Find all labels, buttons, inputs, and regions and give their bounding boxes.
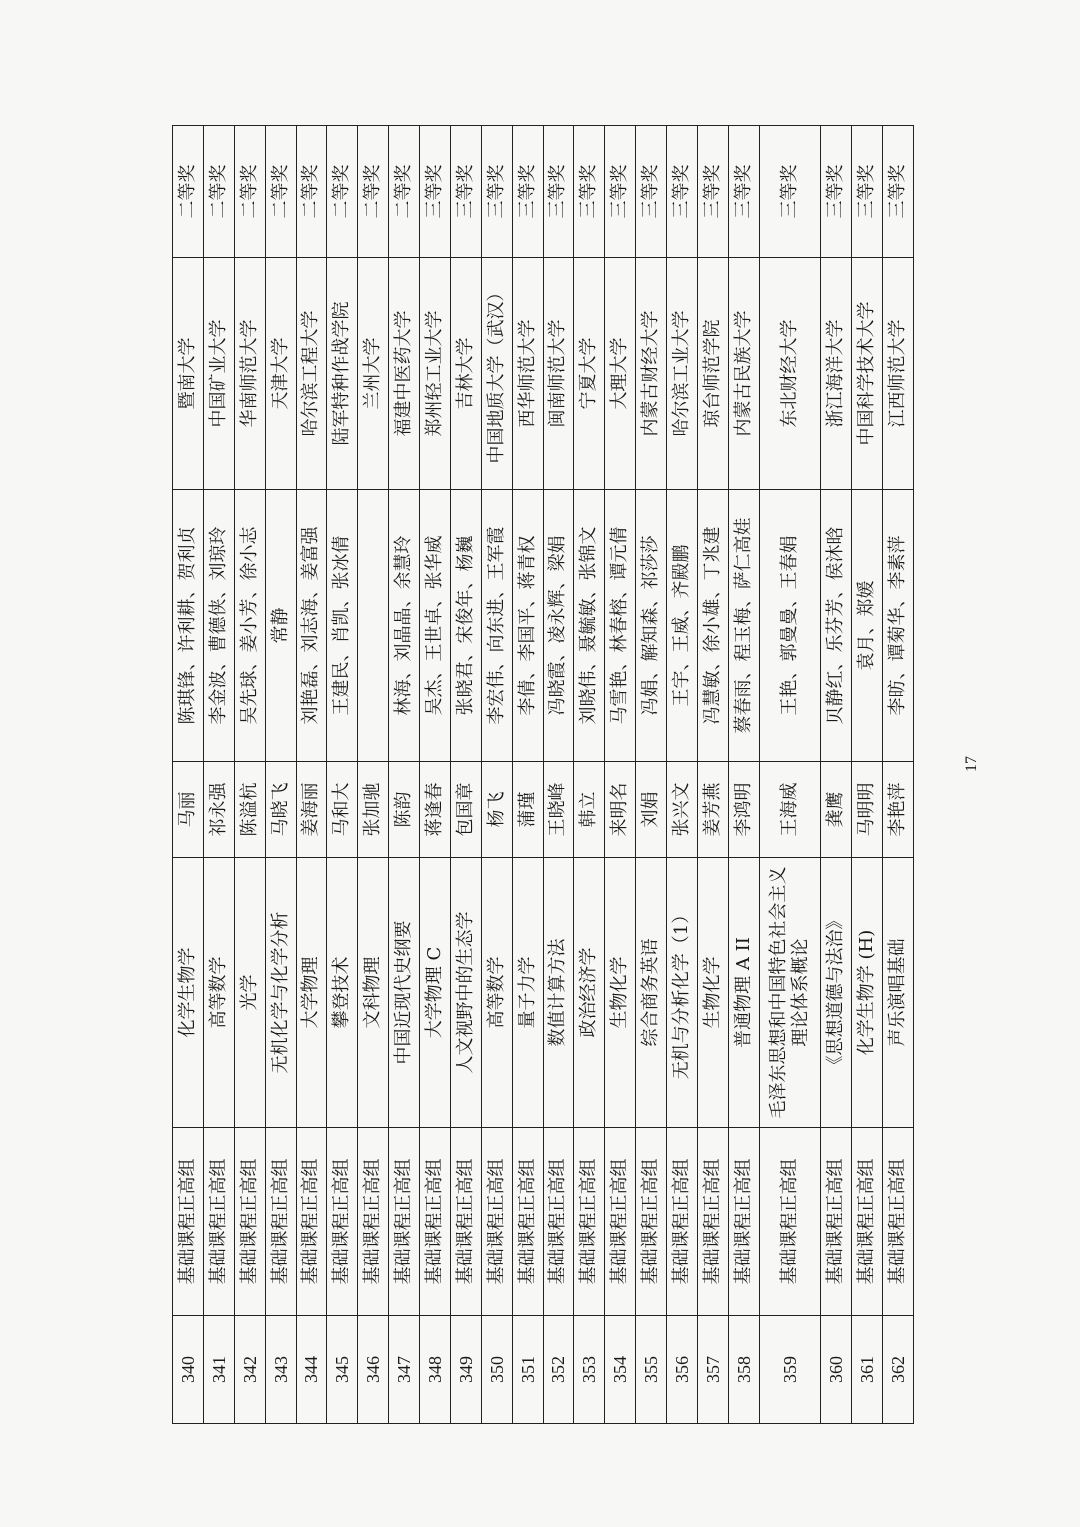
entry-award: 二等奖	[234, 126, 265, 258]
entry-school: 中国矿业大学	[203, 258, 234, 490]
entry-group: 基础课程正高组	[481, 1128, 512, 1316]
table-row	[697, 126, 728, 1424]
entry-award: 三等奖	[821, 126, 852, 258]
entry-group: 基础课程正高组	[852, 1128, 883, 1316]
entry-members: 李倩、李国平、蒋青权	[512, 490, 543, 762]
entry-award: 三等奖	[883, 126, 914, 258]
entry-award: 三等奖	[728, 126, 759, 258]
entry-course: 无机化学与化学分析	[265, 858, 296, 1128]
entry-leader: 祁永强	[203, 762, 234, 858]
entry-school: 闽南师范大学	[543, 258, 574, 490]
entry-school: 西华师范大学	[512, 258, 543, 490]
entry-course: 毛泽东思想和中国特色社会主义理论体系概论	[759, 858, 821, 1128]
table-row	[234, 126, 265, 1424]
entry-members: 吴先球、姜小芳、徐小志	[234, 490, 265, 762]
entry-school: 内蒙古民族大学	[728, 258, 759, 490]
entry-course: 综合商务英语	[636, 858, 667, 1128]
entry-members	[358, 490, 389, 762]
entry-leader: 马明明	[852, 762, 883, 858]
table-row	[358, 126, 389, 1424]
entry-award: 三等奖	[697, 126, 728, 258]
entry-members: 蔡春雨、程玉梅、萨仁高娃	[728, 490, 759, 762]
entry-number: 341	[203, 1316, 234, 1424]
table-row	[852, 126, 883, 1424]
entry-award: 三等奖	[759, 126, 821, 258]
entry-members: 刘晓伟、聂毓敏、张锦文	[574, 490, 605, 762]
table-row	[667, 126, 698, 1424]
entry-group: 基础课程正高组	[173, 1128, 204, 1316]
table-row	[543, 126, 574, 1424]
entry-course: 生物化学	[697, 858, 728, 1128]
entry-award: 三等奖	[667, 126, 698, 258]
entry-award: 二等奖	[296, 126, 327, 258]
entry-members: 王艳、郭曼曼、王春娟	[759, 490, 821, 762]
entry-course: 数值计算方法	[543, 858, 574, 1128]
entry-course: 声乐演唱基础	[883, 858, 914, 1128]
table-row	[327, 126, 358, 1424]
entry-members: 冯慧敏、徐小雄、丁兆建	[697, 490, 728, 762]
entry-number: 348	[420, 1316, 451, 1424]
entry-award: 二等奖	[358, 126, 389, 258]
entry-course: 普通物理 A II	[728, 858, 759, 1128]
entry-group: 基础课程正高组	[636, 1128, 667, 1316]
entry-number: 360	[821, 1316, 852, 1424]
entry-school: 暨南大学	[173, 258, 204, 490]
entry-group: 基础课程正高组	[759, 1128, 821, 1316]
entry-number: 352	[543, 1316, 574, 1424]
entry-number: 350	[481, 1316, 512, 1424]
entry-members: 王宇、王威、齐殿鹏	[667, 490, 698, 762]
entry-leader: 陈韵	[389, 762, 420, 858]
entry-leader: 张加驰	[358, 762, 389, 858]
entry-number: 359	[759, 1316, 821, 1424]
entry-award: 三等奖	[481, 126, 512, 258]
entry-group: 基础课程正高组	[234, 1128, 265, 1316]
entry-leader: 来明名	[605, 762, 636, 858]
entry-members: 冯晓霞、凌永辉、梁娟	[543, 490, 574, 762]
entry-leader: 陈溢杭	[234, 762, 265, 858]
entry-leader: 龚鹰	[821, 762, 852, 858]
entry-group: 基础课程正高组	[265, 1128, 296, 1316]
entry-leader: 蒲瑾	[512, 762, 543, 858]
entry-course: 生物化学	[605, 858, 636, 1128]
entry-group: 基础课程正高组	[358, 1128, 389, 1316]
entry-course: 量子力学	[512, 858, 543, 1128]
entry-school: 哈尔滨工程大学	[296, 258, 327, 490]
entry-school: 东北财经大学	[759, 258, 821, 490]
entry-school: 哈尔滨工业大学	[667, 258, 698, 490]
entry-school: 郑州轻工业大学	[420, 258, 451, 490]
table-row	[389, 126, 420, 1424]
entry-course: 化学生物学 (H)	[852, 858, 883, 1128]
entry-leader: 马丽	[173, 762, 204, 858]
entry-award: 三等奖	[420, 126, 451, 258]
entry-course: 攀登技术	[327, 858, 358, 1128]
entry-number: 354	[605, 1316, 636, 1424]
entry-number: 353	[574, 1316, 605, 1424]
award-table-body	[173, 126, 914, 1424]
entry-members: 李宏伟、向东进、王军霞	[481, 490, 512, 762]
entry-group: 基础课程正高组	[605, 1128, 636, 1316]
entry-school: 大理大学	[605, 258, 636, 490]
entry-award: 二等奖	[173, 126, 204, 258]
entry-leader: 马和大	[327, 762, 358, 858]
entry-number: 349	[450, 1316, 481, 1424]
entry-course: 高等数学	[203, 858, 234, 1128]
entry-course: 大学物理	[296, 858, 327, 1128]
table-row	[821, 126, 852, 1424]
entry-school: 江西师范大学	[883, 258, 914, 490]
entry-group: 基础课程正高组	[450, 1128, 481, 1316]
table-row	[203, 126, 234, 1424]
entry-number: 358	[728, 1316, 759, 1424]
entry-number: 346	[358, 1316, 389, 1424]
table-row	[450, 126, 481, 1424]
entry-members: 林海、刘晶晶、余慧玲	[389, 490, 420, 762]
table-row	[636, 126, 667, 1424]
entry-course: 中国近现代史纲要	[389, 858, 420, 1128]
table-row	[605, 126, 636, 1424]
entry-number: 351	[512, 1316, 543, 1424]
entry-course: 无机与分析化学（1）	[667, 858, 698, 1128]
entry-award: 二等奖	[265, 126, 296, 258]
entry-award: 二等奖	[327, 126, 358, 258]
entry-members: 常静	[265, 490, 296, 762]
entry-school: 华南师范大学	[234, 258, 265, 490]
entry-members: 冯娟、解知森、祁莎莎	[636, 490, 667, 762]
table-row	[420, 126, 451, 1424]
entry-number: 344	[296, 1316, 327, 1424]
entry-leader: 马晓飞	[265, 762, 296, 858]
entry-members: 李昉、谭菊华、李素萍	[883, 490, 914, 762]
entry-course: 人文视野中的生态学	[450, 858, 481, 1128]
entry-leader: 韩立	[574, 762, 605, 858]
entry-group: 基础课程正高组	[697, 1128, 728, 1316]
entry-number: 356	[667, 1316, 698, 1424]
entry-leader: 杨飞	[481, 762, 512, 858]
entry-leader: 李艳萍	[883, 762, 914, 858]
entry-course: 文科物理	[358, 858, 389, 1128]
entry-members: 刘艳磊、刘志海、姜富强	[296, 490, 327, 762]
entry-members: 吴杰、王世卓、张华威	[420, 490, 451, 762]
entry-leader: 姜海丽	[296, 762, 327, 858]
entry-number: 345	[327, 1316, 358, 1424]
entry-leader: 蒋逢春	[420, 762, 451, 858]
entry-course: 大学物理 C	[420, 858, 451, 1128]
entry-school: 吉林大学	[450, 258, 481, 490]
entry-group: 基础课程正高组	[667, 1128, 698, 1316]
entry-award: 三等奖	[512, 126, 543, 258]
entry-number: 343	[265, 1316, 296, 1424]
entry-course: 政治经济学	[574, 858, 605, 1128]
table-row	[481, 126, 512, 1424]
entry-number: 355	[636, 1316, 667, 1424]
entry-leader: 王海威	[759, 762, 821, 858]
table-row	[574, 126, 605, 1424]
entry-school: 琼台师范学院	[697, 258, 728, 490]
entry-award: 三等奖	[450, 126, 481, 258]
entry-award: 三等奖	[574, 126, 605, 258]
entry-group: 基础课程正高组	[883, 1128, 914, 1316]
entry-members: 王建民、肖凯、张冰倩	[327, 490, 358, 762]
entry-group: 基础课程正高组	[296, 1128, 327, 1316]
entry-members: 马雪艳、林春榕、谭元倩	[605, 490, 636, 762]
entry-members: 张晓君、宋俊年、杨巍	[450, 490, 481, 762]
entry-group: 基础课程正高组	[420, 1128, 451, 1316]
page-number: 17	[963, 756, 980, 772]
award-table-page	[172, 126, 914, 1424]
entry-award: 二等奖	[389, 126, 420, 258]
entry-members: 袁月、郑媛	[852, 490, 883, 762]
entry-school: 天津大学	[265, 258, 296, 490]
table-row	[728, 126, 759, 1424]
entry-number: 362	[883, 1316, 914, 1424]
entry-leader: 张兴文	[667, 762, 698, 858]
entry-group: 基础课程正高组	[543, 1128, 574, 1316]
table-row	[512, 126, 543, 1424]
entry-award: 三等奖	[636, 126, 667, 258]
entry-number: 342	[234, 1316, 265, 1424]
entry-group: 基础课程正高组	[728, 1128, 759, 1316]
entry-award: 二等奖	[203, 126, 234, 258]
table-row	[759, 126, 821, 1424]
entry-school: 兰州大学	[358, 258, 389, 490]
entry-award: 三等奖	[852, 126, 883, 258]
table-row	[296, 126, 327, 1424]
entry-number: 347	[389, 1316, 420, 1424]
entry-course: 高等数学	[481, 858, 512, 1128]
entry-group: 基础课程正高组	[389, 1128, 420, 1316]
entry-members: 陈琪锋、许利耕、贺利贞	[173, 490, 204, 762]
table-row	[265, 126, 296, 1424]
table-row	[883, 126, 914, 1424]
entry-members: 李金波、曹德侠、刘琼玲	[203, 490, 234, 762]
entry-award: 三等奖	[543, 126, 574, 258]
table-row	[173, 126, 204, 1424]
entry-number: 357	[697, 1316, 728, 1424]
entry-course: 光学	[234, 858, 265, 1128]
entry-leader: 姜芳燕	[697, 762, 728, 858]
entry-course: 《思想道德与法治》	[821, 858, 852, 1128]
entry-number: 361	[852, 1316, 883, 1424]
entry-school: 陆军特种作战学院	[327, 258, 358, 490]
entry-course: 化学生物学	[173, 858, 204, 1128]
entry-school: 福建中医药大学	[389, 258, 420, 490]
entry-group: 基础课程正高组	[821, 1128, 852, 1316]
entry-leader: 刘娟	[636, 762, 667, 858]
entry-leader: 包国章	[450, 762, 481, 858]
entry-leader: 李鸿明	[728, 762, 759, 858]
entry-award: 三等奖	[605, 126, 636, 258]
entry-school: 中国地质大学（武汉）	[481, 258, 512, 490]
entry-leader: 王晓峰	[543, 762, 574, 858]
entry-group: 基础课程正高组	[327, 1128, 358, 1316]
entry-school: 宁夏大学	[574, 258, 605, 490]
entry-group: 基础课程正高组	[574, 1128, 605, 1316]
rotated-table-wrapper	[172, 126, 914, 1424]
entry-school: 浙江海洋大学	[821, 258, 852, 490]
award-table	[172, 125, 914, 1424]
entry-members: 贝静红、乐芬芳、侯沐晗	[821, 490, 852, 762]
entry-group: 基础课程正高组	[203, 1128, 234, 1316]
entry-group: 基础课程正高组	[512, 1128, 543, 1316]
entry-school: 中国科学技术大学	[852, 258, 883, 490]
entry-number: 340	[173, 1316, 204, 1424]
entry-school: 内蒙古财经大学	[636, 258, 667, 490]
